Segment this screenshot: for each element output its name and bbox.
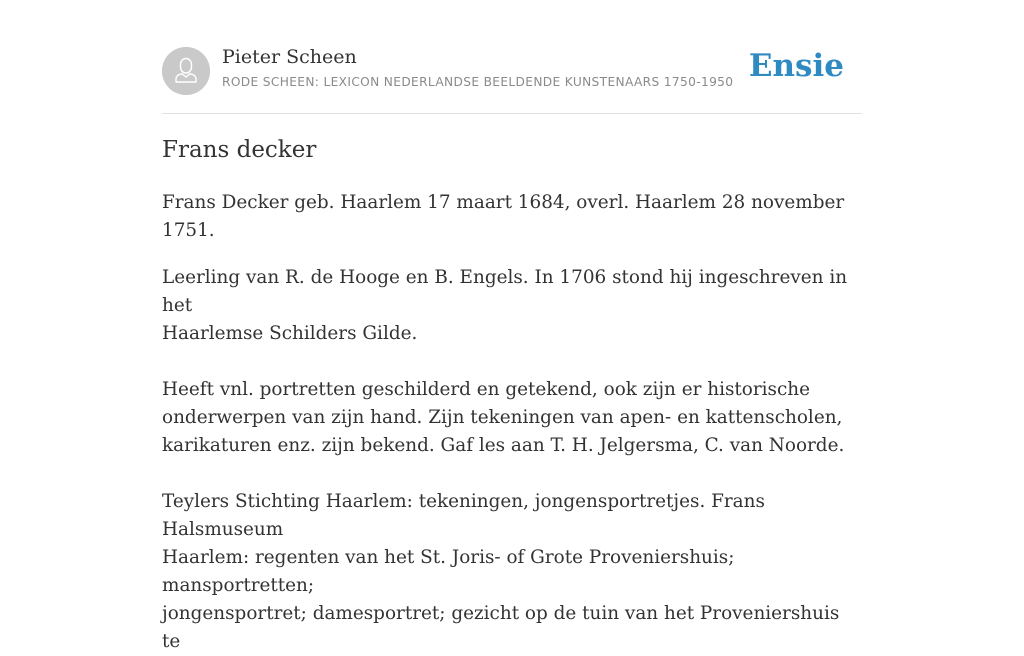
user-avatar-icon[interactable] [162,47,210,95]
article-title: Frans decker [162,137,317,163]
source-title[interactable]: RODE SCHEEN: LEXICON NEDERLANDSE BEELDENDE KUNSTENAARS 1750-1950 [222,75,734,89]
ensie-logo[interactable]: Ensie [748,48,844,84]
article-paragraph-works: Heeft vnl. portretten geschilderd en getekend, ook zijn er historische onderwerpen van zijn hand. Zijn tekeningen van apen- en kattenscholen, karikaturen enz. zijn bekend. Gaf les aan T. H. Jelgersma, C. van Noorde. [162,379,845,456]
article-header [162,46,862,96]
article-paragraph-birth: Frans Decker geb. Haarlem 17 maart 1684, overl. Haarlem 28 november 1751. [162,192,845,241]
article-paragraph-collections: Teylers Stichting Haarlem: tekeningen, jongensportretjes. Frans Halsmuseum Haarlem: regenten van het St. Joris- of Grote Proveniershuis; mansportretten; jongensportret; damesportret; gezicht op de tuin van het Proveniershuis te [162,491,840,652]
paragraph-gap [162,348,852,376]
article-paragraph-training: Leerling van R. de Hooge en B. Engels. In 1706 stond hij ingeschreven in het Haarlemse Schilders Gilde. [162,267,848,344]
paragraph-gap [162,460,852,488]
author-name[interactable]: Pieter Scheen [222,46,357,68]
header-divider [162,113,862,114]
article-body [162,189,852,656]
